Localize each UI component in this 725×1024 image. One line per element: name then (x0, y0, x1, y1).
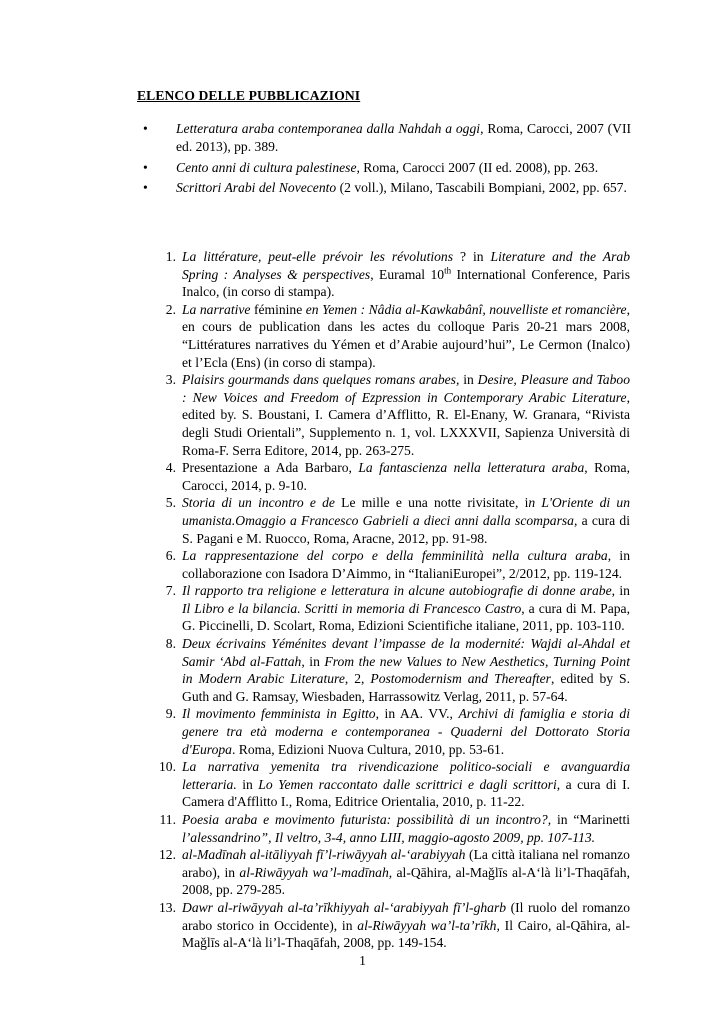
list-item: 6. La rappresentazione del corpo e della femminilità nella cultura araba, in collaborazione con Isadora D’Aimmo, in “ItalianiEuropei”, 2/2012, pp. 119-124. (150, 547, 630, 582)
books-list (143, 120, 631, 196)
list-item: 12. al-Madīnah al-itāliyyah fī’l-riwāyyah al-‘arabiyyah (La città italiana nel romanzo arabo), in al-Riwāyyah wa’l-madīnah, al-Qāhira, al-Maǧlīs al-A‘là li’l-Thaqāfah, 2008, pp. 279-285. (150, 846, 630, 899)
list-item: 4. Presentazione a Ada Barbaro, La fantascienza nella letteratura araba, Roma, Carocci, 2014, p. 9-10. (150, 459, 630, 494)
list-item: 7. Il rapporto tra religione e letteratura in alcune autobiografie di donne arabe, in Il Libro e la bilancia. Scritti in memoria di Francesco Castro, a cura di M. Papa, G. Piccinelli, D. Scolart, Roma, Edizioni Scientifiche italiane, 2011, pp. 103-110. (150, 582, 630, 635)
item-number: 8. (165, 636, 176, 652)
list-item: • Cento anni di cultura palestinese, Roma, Carocci 2007 (II ed. 2008), pp. 263. (143, 160, 599, 176)
list-item: 8. Deux écrivains Yéménites devant l’impasse de la modernité: Wajdi al-Ahdal et Samir ‘Abd al-Fattah, in From the new Values to New Aesthetics, Turning Point in Modern Arabic Literature, 2, Postomodernism and Thereafter, edited by S. Guth and G. Ramsay, Wiesbaden, Harrassowitz Verlag, 2011, p. 57-64. (150, 635, 630, 705)
item-number: 12. (159, 847, 176, 863)
bullet-icon: • (143, 160, 148, 176)
list-item: 11. Poesia araba e movimento futurista: possibilità di un incontro?, in “Marinetti l’alessandrino”, Il veltro, 3-4, anno LIII, maggio-agosto 2009, pp. 107-113. (150, 811, 630, 846)
list-item: • Scrittori Arabi del Novecento (2 voll.), Milano, Tascabili Bompiani, 2002, pp. 657. (143, 179, 627, 195)
item-number: 7. (165, 583, 176, 599)
item-number: 2. (165, 301, 176, 317)
page-number: 1 (359, 953, 366, 968)
item-number: 10. (159, 759, 176, 775)
section-heading: ELENCO DELLE PUBBLICAZIONI (137, 88, 361, 103)
item-number: 6. (165, 548, 176, 564)
list-item: 2. La narrative féminine en Yemen : Nâdia al-Kawkabânî, nouvelliste et romancière, en cours de publication dans les actes du colloque Paris 20-21 mars 2008, “Littératures narratives du Yémen et d’Arabie aujourd’hui”, Le Cermon (Inalco) et l’Ecla (Ens) (in corso di stampa). (150, 301, 630, 371)
item-number: 4. (165, 460, 176, 476)
item-number: 3. (165, 372, 176, 388)
list-item: 1. La littérature, peut-elle prévoir les révolutions ? in Literature and the Arab Spring : Analyses & perspectives, Euramal 10th International Conference, Paris Inalco, (in corso di stampa). (150, 248, 630, 301)
bullet-icon: • (143, 179, 148, 195)
articles-list (150, 248, 630, 952)
list-item: • Letteratura araba contemporanea dalla Nahdah a oggi, Roma, Carocci, 2007 (VII ed. 2013), pp. 389. (143, 121, 631, 154)
item-number: 11. (159, 812, 176, 827)
list-item: 3. Plaisirs gourmands dans quelques romans arabes, in Desire, Pleasure and Taboo : New Voices and Freedom of Ezpression in Contemporary Arabic Literature, edited by. S. Boustani, I. Camera d’Afflitto, R. El-Enany, W. Granara, “Rivista degli Studi Orientali”, Supplemento n. 1, vol. LXXXVII, Sapienza Università di Roma-F. Serra Editore, 2014, pp. 263-275. (150, 371, 630, 459)
item-number: 13. (159, 899, 176, 915)
list-item: 9. Il movimento femminista in Egitto, in AA. VV., Archivi di famiglia e storia di genere tra età moderna e contemporanea - Quaderni del Dottorato Storia d'Europa. Roma, Edizioni Nuova Cultura, 2010, pp. 53-61. (150, 705, 630, 758)
list-item: 5. Storia di un incontro e de Le mille e una notte rivisitate, in L'Oriente di un umanista.Omaggio a Francesco Gabrieli a dieci anni dalla scomparsa, a cura di S. Pagani e M. Ruocco, Roma, Aracne, 2012, pp. 91-98. (150, 494, 630, 547)
item-number: 9. (165, 706, 176, 722)
list-item: 10. La narrativa yemenita tra rivendicazione politico-sociali e avanguardia letteraria. in Lo Yemen raccontato dalle scrittrici e dagli scrittori, a cura di I. Camera d'Afflitto I., Roma, Editrice Orientalia, 2010, p. 11-22. (150, 758, 630, 811)
bullet-icon: • (143, 121, 148, 136)
item-number: 5. (165, 495, 176, 511)
list-item: 13. Dawr al-riwāyyah al-ta’rīkhiyyah al-‘arabiyyah fī’l-gharb (Il ruolo del romanzo arabo storico in Occidente), in al-Riwāyyah wa’l-ta’rīkh, Il Cairo, al-Qāhira, al-Maǧlīs al-A‘là li’l-Thaqāfah, 2008, pp. 149-154. (150, 899, 630, 952)
item-number: 1. (165, 249, 176, 264)
